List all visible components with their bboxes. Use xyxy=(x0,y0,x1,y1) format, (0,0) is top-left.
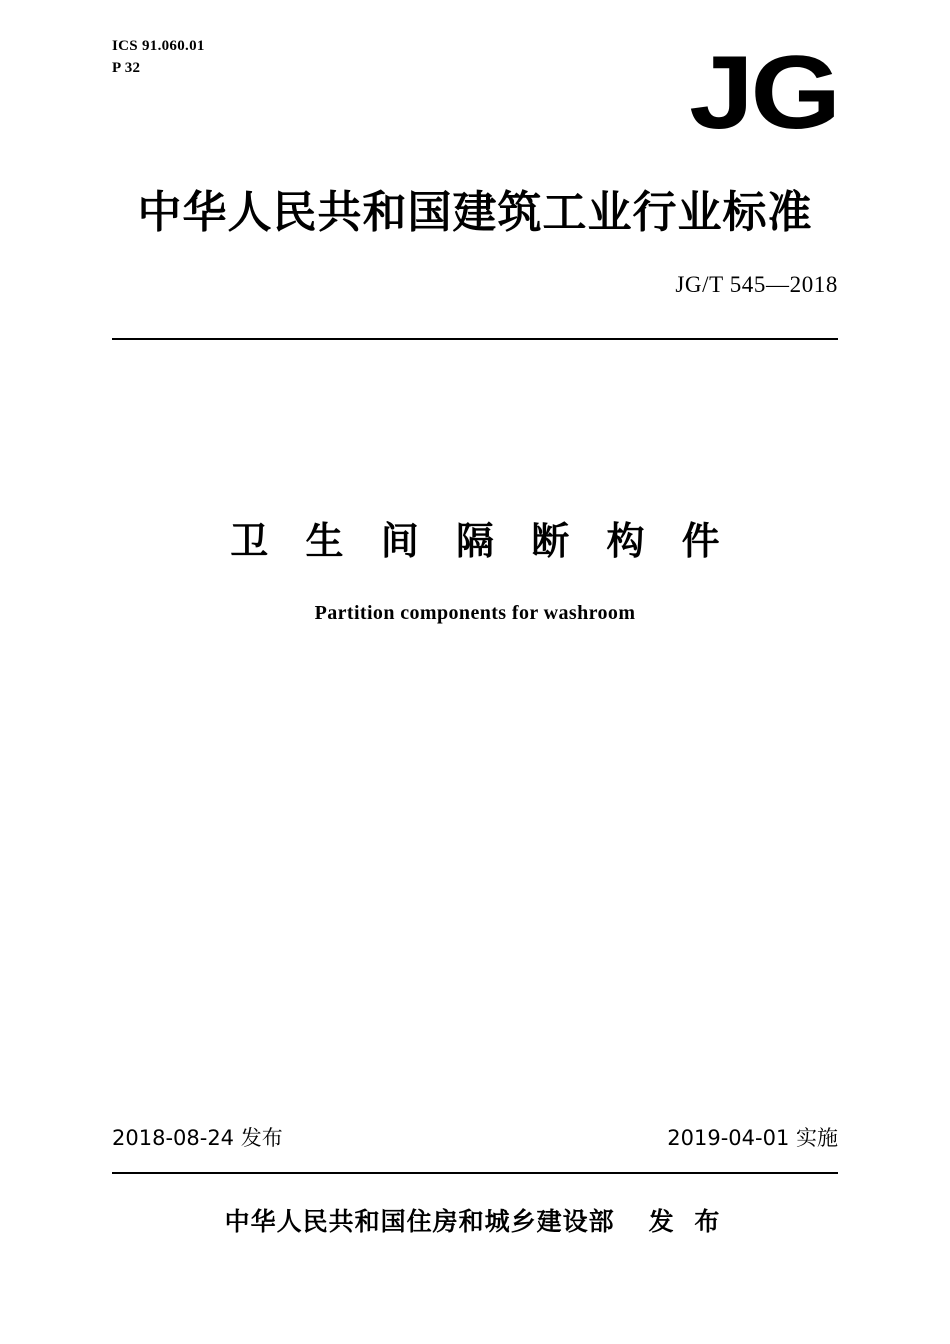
standard-number: JG/T 545—2018 xyxy=(675,272,838,297)
header-divider xyxy=(112,338,838,340)
classification-line xyxy=(112,58,205,80)
publisher-action: 发 布 xyxy=(648,1207,726,1236)
ics-value: 91.060.01 xyxy=(141,38,205,54)
document-title-en: Partition components for washroom xyxy=(314,602,636,624)
document-title-cn: 卫 生 间 隔 断 构 件 xyxy=(230,519,732,563)
footer-divider xyxy=(112,1172,838,1174)
ics-block xyxy=(112,36,205,80)
issue-date: 2018-08-24 发布 xyxy=(112,1126,283,1150)
issuing-authority-title: 中华人民共和国建筑工业行业标准 xyxy=(137,187,813,238)
publisher-line xyxy=(0,1202,950,1238)
effective-date: 2019-04-01 实施 xyxy=(667,1126,838,1150)
ics-line xyxy=(112,36,205,58)
publisher-organization: 中华人民共和国住房和城乡建设部 xyxy=(224,1207,615,1236)
classification-label: P xyxy=(112,59,121,76)
ics-label: ICS xyxy=(112,38,138,54)
jg-logo: JG xyxy=(689,35,838,151)
classification-value: 32 xyxy=(124,59,141,76)
